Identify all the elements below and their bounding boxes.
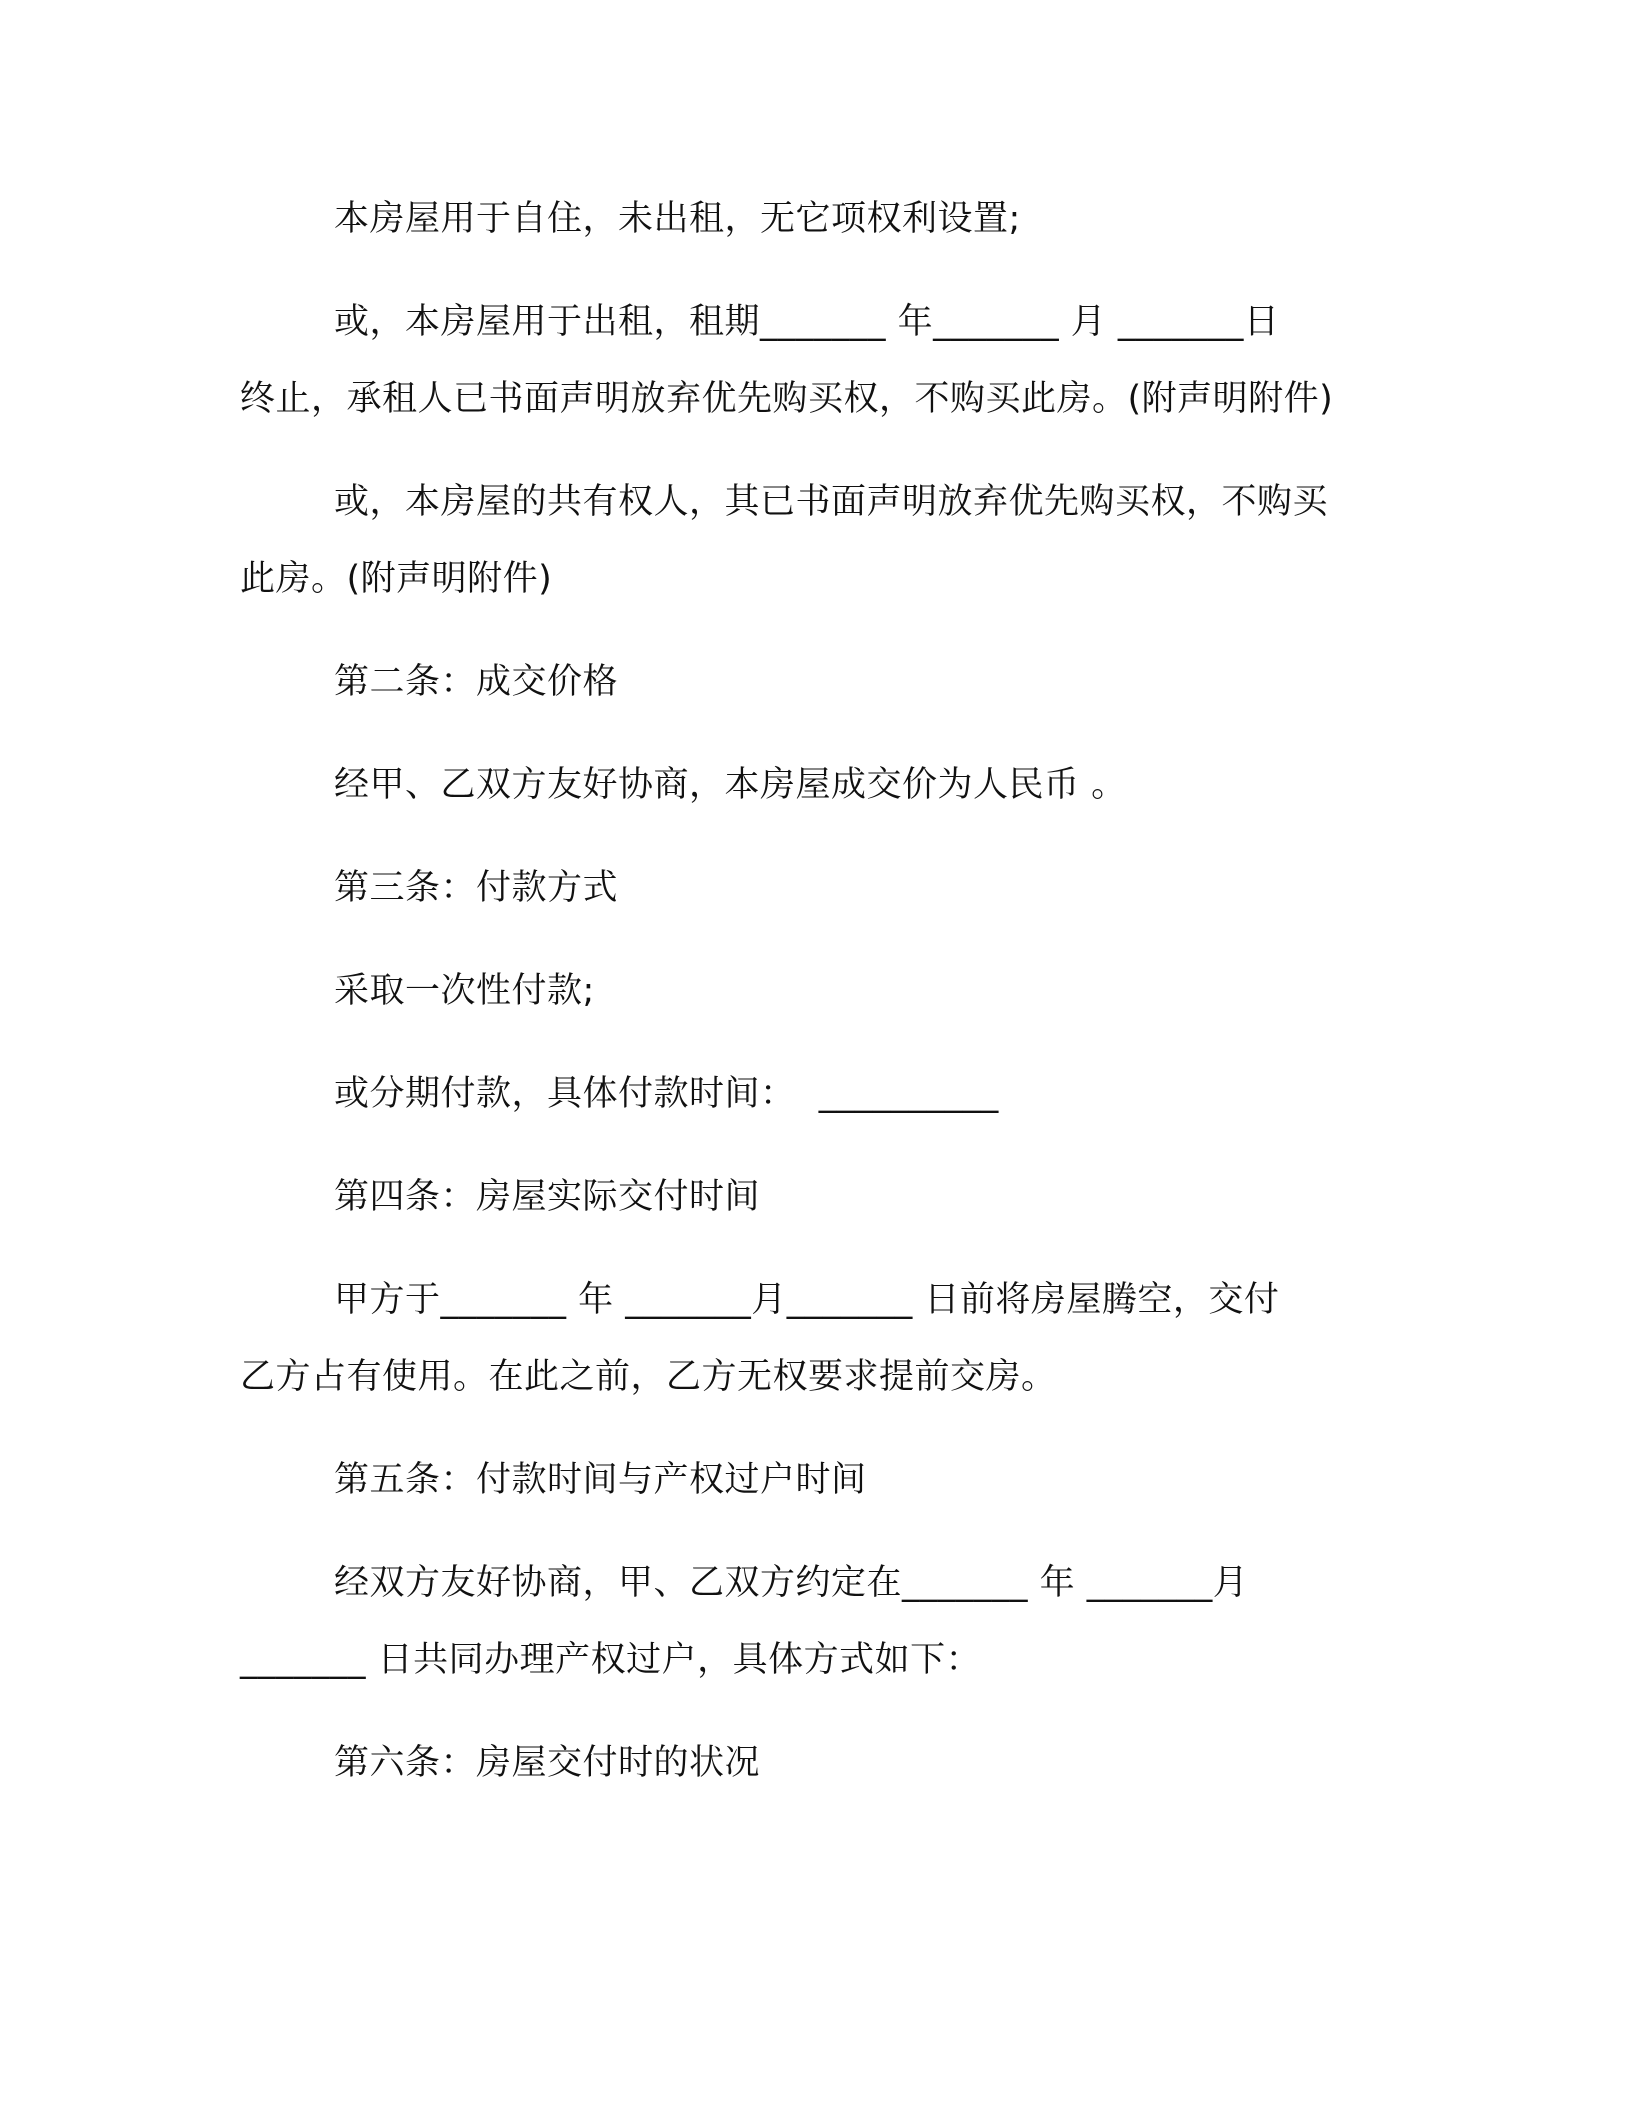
paragraph-self-use: 本房屋用于自住，未出租，无它项权利设置; bbox=[334, 199, 1021, 239]
paragraph-rental-term: 或，本房屋用于出租，租期_______ 年_______ 月 _______日 bbox=[334, 302, 1280, 342]
paragraph-rental-term-cont: 终止，承租人已书面声明放弃优先购买权，不购买此房。(附声明附件) bbox=[240, 379, 1334, 419]
paragraph-transfer-cont: _______ 日共同办理产权过户，具体方式如下： bbox=[240, 1640, 982, 1680]
heading-article-5: 第五条：付款时间与产权过户时间 bbox=[334, 1460, 867, 1500]
heading-article-2: 第二条：成交价格 bbox=[334, 662, 619, 702]
paragraph-co-owner: 或，本房屋的共有权人，其已书面声明放弃优先购买权，不购买 bbox=[334, 482, 1329, 522]
heading-article-4: 第四条：房屋实际交付时间 bbox=[334, 1177, 761, 1217]
heading-article-3: 第三条：付款方式 bbox=[334, 868, 619, 908]
paragraph-installment: 或分期付款，具体付款时间： __________ bbox=[334, 1074, 999, 1114]
paragraph-delivery: 甲方于_______ 年 _______月_______ 日前将房屋腾空，交付 bbox=[334, 1280, 1280, 1320]
paragraph-lump-sum: 采取一次性付款; bbox=[334, 971, 595, 1011]
paragraph-transfer: 经双方友好协商，甲、乙双方约定在_______ 年 _______月 bbox=[334, 1563, 1249, 1603]
paragraph-price: 经甲、乙双方友好协商，本房屋成交价为人民币 。 bbox=[334, 765, 1127, 805]
heading-article-6: 第六条：房屋交付时的状况 bbox=[334, 1743, 761, 1783]
paragraph-co-owner-cont: 此房。(附声明附件) bbox=[240, 559, 553, 599]
paragraph-delivery-cont: 乙方占有使用。在此之前，乙方无权要求提前交房。 bbox=[240, 1357, 1057, 1397]
